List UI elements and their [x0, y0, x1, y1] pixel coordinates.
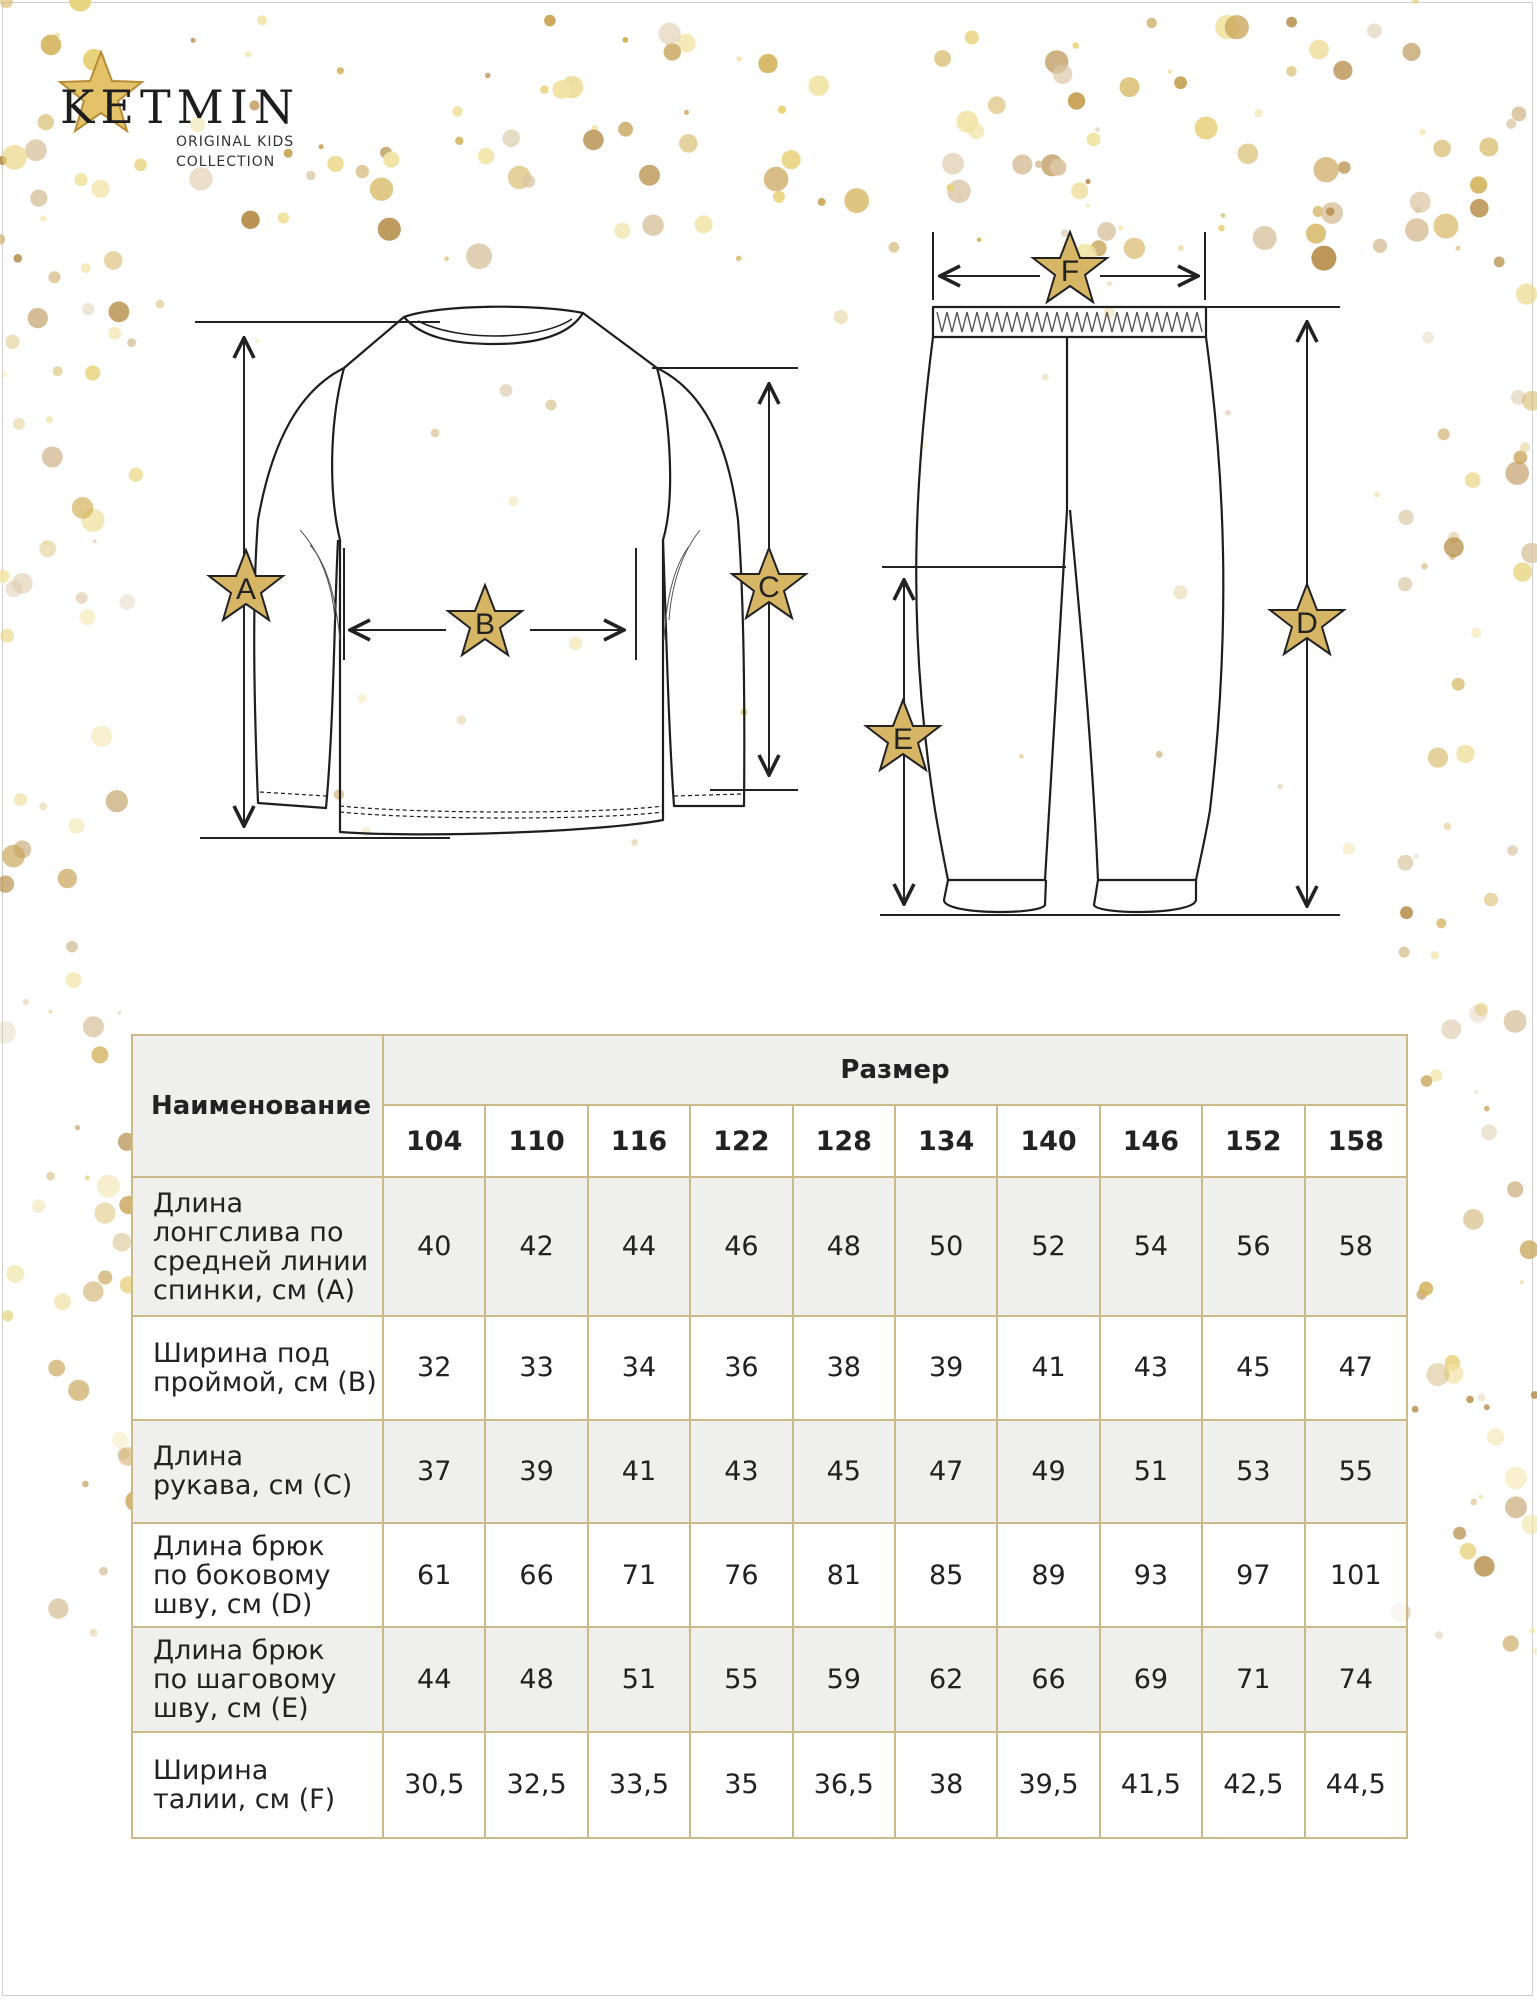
measurement-value: 43 [1100, 1316, 1202, 1419]
measurement-value: 42 [485, 1177, 587, 1316]
measurement-value: 34 [588, 1316, 690, 1419]
measurement-row [132, 1316, 1407, 1419]
measurement-value: 48 [793, 1177, 895, 1316]
marker-b-label: B [474, 608, 496, 641]
size-cell: 104 [383, 1105, 485, 1177]
measurement-value: 39,5 [997, 1732, 1099, 1838]
measurement-value: 49 [997, 1420, 1099, 1523]
measurement-value: 38 [793, 1316, 895, 1419]
measurement-value: 36 [690, 1316, 792, 1419]
trousers-measurements [880, 232, 1340, 915]
measurement-value: 39 [895, 1316, 997, 1419]
measurement-value: 41 [588, 1420, 690, 1523]
measurement-value: 41,5 [1100, 1732, 1202, 1838]
brand-tagline-line2: COLLECTION [176, 154, 276, 170]
measurement-value: 37 [383, 1420, 485, 1523]
measurement-row [132, 1523, 1407, 1627]
size-cell: 140 [997, 1105, 1099, 1177]
marker-f-label: F [1060, 255, 1080, 288]
measurement-value: 43 [690, 1420, 792, 1523]
measurement-label: Длина лонгслива по средней линии спинки, см (А) [132, 1177, 383, 1316]
measurement-value: 33,5 [588, 1732, 690, 1838]
measurement-value: 74 [1305, 1627, 1408, 1731]
measurement-value: 46 [690, 1177, 792, 1316]
longsleeve-outline [254, 307, 744, 835]
size-cell: 146 [1100, 1105, 1202, 1177]
measurement-value: 44 [383, 1627, 485, 1731]
measurement-value: 39 [485, 1420, 587, 1523]
size-cell: 128 [793, 1105, 895, 1177]
measurement-value: 58 [1305, 1177, 1408, 1316]
measurement-value: 76 [690, 1523, 792, 1627]
size-cell: 110 [485, 1105, 587, 1177]
measurement-value: 50 [895, 1177, 997, 1316]
size-cell: 122 [690, 1105, 792, 1177]
marker-a-label: A [235, 573, 257, 606]
measurement-value: 85 [895, 1523, 997, 1627]
brand-tagline-line1: ORIGINAL KIDS [176, 134, 295, 150]
marker-c-label: C [758, 571, 780, 604]
longsleeve-measurements [195, 322, 798, 838]
brand-name: KETMIN [60, 80, 301, 134]
measurement-value: 45 [1202, 1316, 1304, 1419]
measurement-value: 52 [997, 1177, 1099, 1316]
measurement-value: 42,5 [1202, 1732, 1304, 1838]
measurement-value: 32,5 [485, 1732, 587, 1838]
measurement-value: 40 [383, 1177, 485, 1316]
measurement-value: 30,5 [383, 1732, 485, 1838]
measurement-value: 66 [997, 1627, 1099, 1731]
measurement-value: 59 [793, 1627, 895, 1731]
size-cell: 134 [895, 1105, 997, 1177]
measurement-value: 33 [485, 1316, 587, 1419]
measurement-value: 55 [1305, 1420, 1408, 1523]
measurement-value: 35 [690, 1732, 792, 1838]
marker-a [209, 550, 283, 620]
size-cell: 116 [588, 1105, 690, 1177]
measurement-value: 69 [1100, 1627, 1202, 1731]
measurement-value: 71 [1202, 1627, 1304, 1731]
marker-d-label: D [1296, 607, 1318, 640]
trousers-outline [916, 307, 1223, 912]
measurement-value: 47 [895, 1420, 997, 1523]
measurement-value: 97 [1202, 1523, 1304, 1627]
measurement-label: Длина рукава, см (С) [132, 1420, 383, 1523]
measurement-row [132, 1420, 1407, 1523]
measurement-value: 62 [895, 1627, 997, 1731]
measurement-row [132, 1177, 1407, 1316]
measurement-value: 71 [588, 1523, 690, 1627]
measurement-row [132, 1732, 1407, 1838]
measurement-value: 66 [485, 1523, 587, 1627]
measurement-value: 56 [1202, 1177, 1304, 1316]
size-header: Размер [383, 1035, 1407, 1105]
size-cell: 158 [1305, 1105, 1408, 1177]
measurement-value: 54 [1100, 1177, 1202, 1316]
name-column-header: Наименование [132, 1035, 383, 1177]
measurement-value: 51 [1100, 1420, 1202, 1523]
measurement-value: 101 [1305, 1523, 1408, 1627]
measurement-value: 51 [588, 1627, 690, 1731]
measurement-value: 38 [895, 1732, 997, 1838]
marker-f [1033, 232, 1107, 302]
measurement-label: Ширина под проймой, см (В) [132, 1316, 383, 1419]
measurement-value: 41 [997, 1316, 1099, 1419]
measurement-value: 47 [1305, 1316, 1408, 1419]
marker-b [448, 585, 522, 655]
measurement-value: 36,5 [793, 1732, 895, 1838]
marker-e-label: E [892, 723, 914, 756]
measurement-value: 53 [1202, 1420, 1304, 1523]
size-cell: 152 [1202, 1105, 1304, 1177]
measurement-value: 44 [588, 1177, 690, 1316]
measurement-label: Ширина талии, см (F) [132, 1732, 383, 1838]
measurement-value: 32 [383, 1316, 485, 1419]
size-chart-table [131, 1034, 1408, 1839]
measurement-value: 93 [1100, 1523, 1202, 1627]
measurement-row [132, 1627, 1407, 1731]
measurement-value: 48 [485, 1627, 587, 1731]
measurement-value: 45 [793, 1420, 895, 1523]
measurement-value: 44,5 [1305, 1732, 1408, 1838]
measurements-body [132, 1177, 1407, 1838]
measurement-value: 89 [997, 1523, 1099, 1627]
measurement-value: 61 [383, 1523, 485, 1627]
measurement-value: 81 [793, 1523, 895, 1627]
waistband-elastic [937, 312, 1202, 332]
measurement-value: 55 [690, 1627, 792, 1731]
measurement-label: Длина брюк по шаговому шву, см (Е) [132, 1627, 383, 1731]
measurement-label: Длина брюк по боковому шву, см (D) [132, 1523, 383, 1627]
